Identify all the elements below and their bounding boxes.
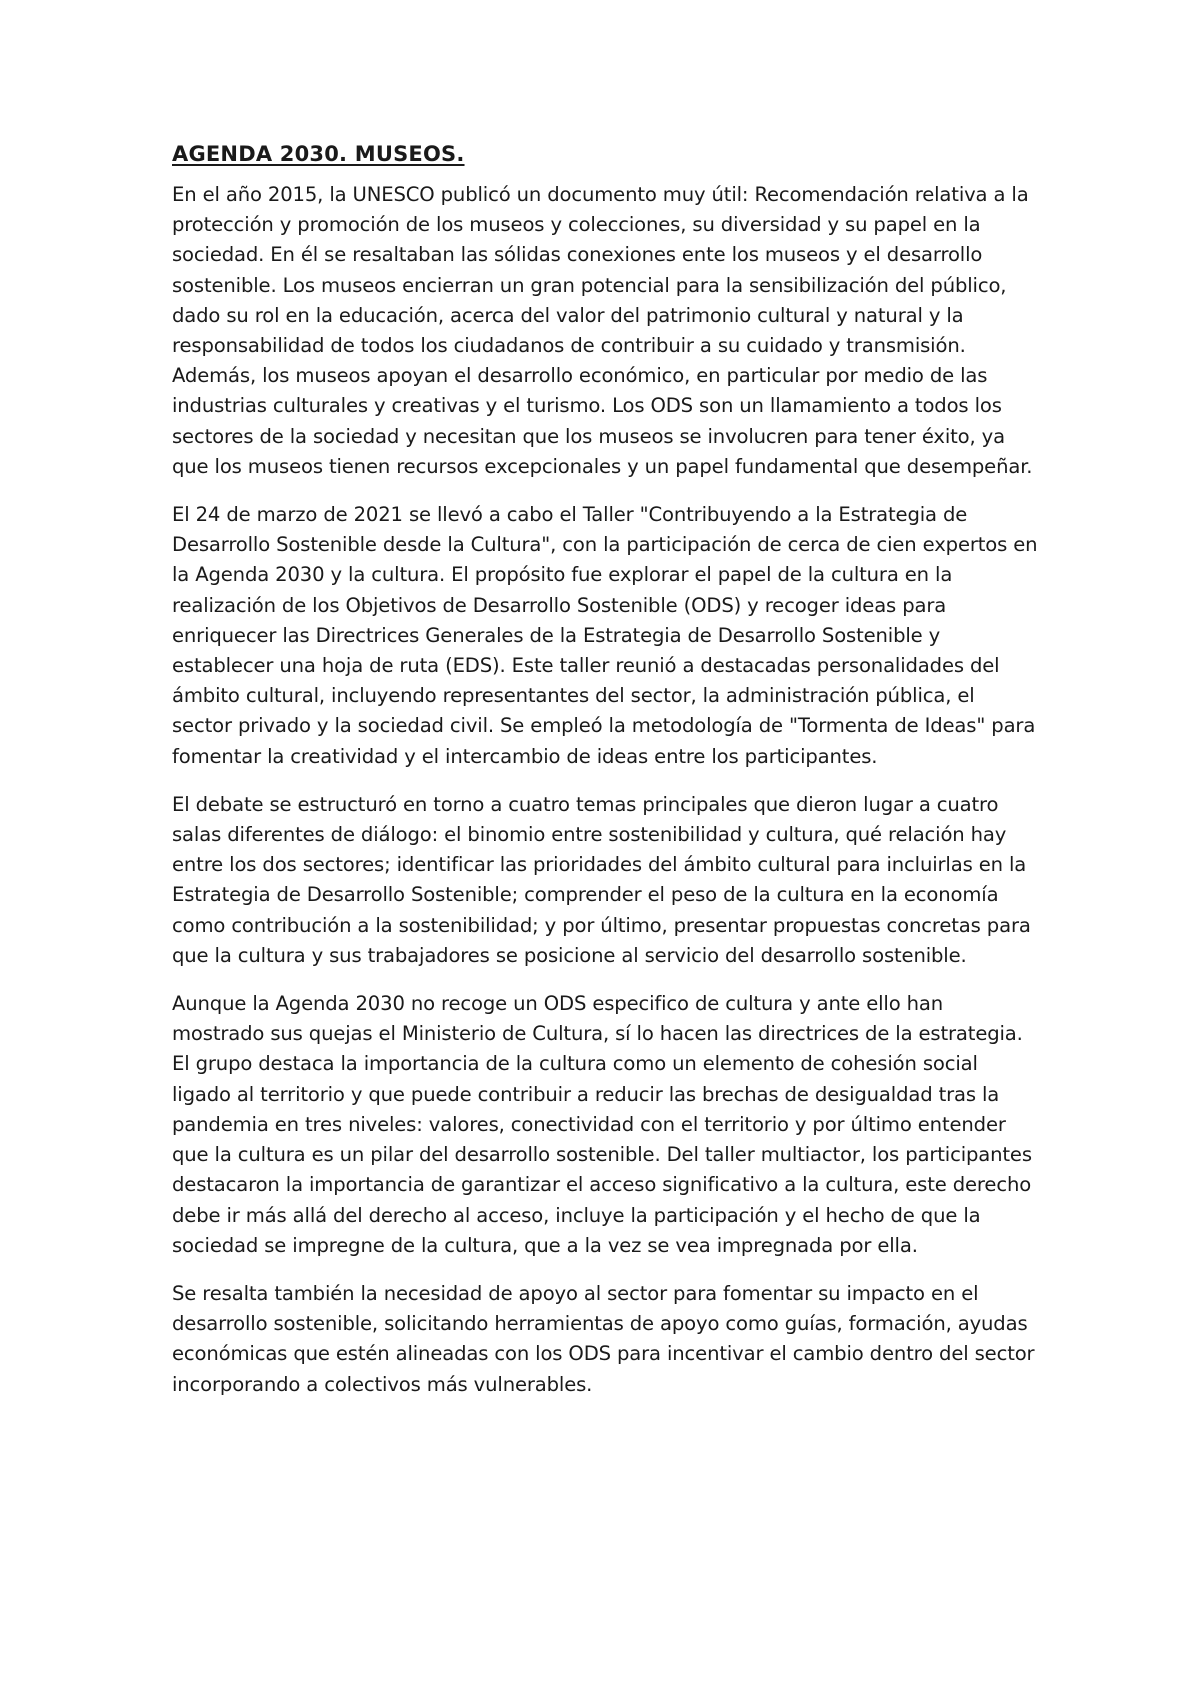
- paragraph-unesco-recommendation: En el año 2015, la UNESCO publicó un documento muy útil: Recomendación relativa a la protección y promoción de los museos y colecciones, su diversidad y su papel en la sociedad. En él se resaltaban las sólidas conexiones ente los museos y el desarrollo sostenible. Los museos encierran un gran potencial para la sensibilización del público, dado su rol en la educación, acerca del valor del patrimonio cultural y natural y la responsabilidad de todos los ciudadanos de contribuir a su cuidado y transmisión. Además, los museos apoyan el desarrollo económico, en particular por medio de las industrias culturales y creativas y el turismo. Los ODS son un llamamiento a todos los sectores de la sociedad y necesitan que los museos se involucren para tener éxito, ya que los museos tienen recursos excepcionales y un papel fundamental que desempeñar.: [172, 183, 1033, 478]
- paragraph-agenda-culture: Aunque la Agenda 2030 no recoge un ODS especifico de cultura y ante ello han mostrado sus quejas el Ministerio de Cultura, sí lo hacen las directrices de la estrategia. El grupo destaca la importancia de la cultura como un elemento de cohesión social ligado al territorio y que puede contribuir a reducir las brechas de desigualdad tras la pandemia en tres niveles: valores, conectividad con el territorio y por último entender que la cultura es un pilar del desarrollo sostenible. Del taller multiactor, los participantes destacaron la importancia de garantizar el acceso significativo a la cultura, este derecho debe ir más allá del derecho al acceso, incluye la participación y el hecho de que la sociedad se impregne de la cultura, que a la vez se vea impregnada por ella.: [172, 992, 1032, 1257]
- document-body: [172, 142, 1038, 1418]
- paragraph-debate-topics: El debate se estructuró en torno a cuatro temas principales que dieron lugar a cuatro salas diferentes de diálogo: el binomio entre sostenibilidad y cultura, qué relación hay entre los dos sectores; identificar las prioridades del ámbito cultural para incluirlas en la Estrategia de Desarrollo Sostenible; comprender el peso de la cultura en la economía como contribución a la sostenibilidad; y por último, presentar propuestas concretas para que la cultura y sus trabajadores se posicione al servicio del desarrollo sostenible.: [172, 792, 1031, 967]
- document-title: AGENDA 2030. MUSEOS.: [172, 142, 465, 166]
- paragraph-workshop: El 24 de marzo de 2021 se llevó a cabo el Taller "Contribuyendo a la Estrategia de Desarrollo Sostenible desde la Cultura", con la participación de cerca de cien expertos en la Agenda 2030 y la cultura. El propósito fue explorar el papel de la cultura en la realización de los Objetivos de Desarrollo Sostenible (ODS) y recoger ideas para enriquecer las Directrices Generales de la Estrategia de Desarrollo Sostenible y establecer una hoja de ruta (EDS). Este taller reunió a destacadas personalidades del ámbito cultural, incluyendo representantes del sector, la administración pública, el sector privado y la sociedad civil. Se empleó la metodología de "Tormenta de Ideas" para fomentar la creatividad y el intercambio de ideas entre los participantes.: [172, 503, 1038, 768]
- paragraph-sector-support: Se resalta también la necesidad de apoyo al sector para fomentar su impacto en el desarrollo sostenible, solicitando herramientas de apoyo como guías, formación, ayudas económicas que estén alineadas con los ODS para incentivar el cambio dentro del sector incorporando a colectivos más vulnerables.: [172, 1281, 1035, 1396]
